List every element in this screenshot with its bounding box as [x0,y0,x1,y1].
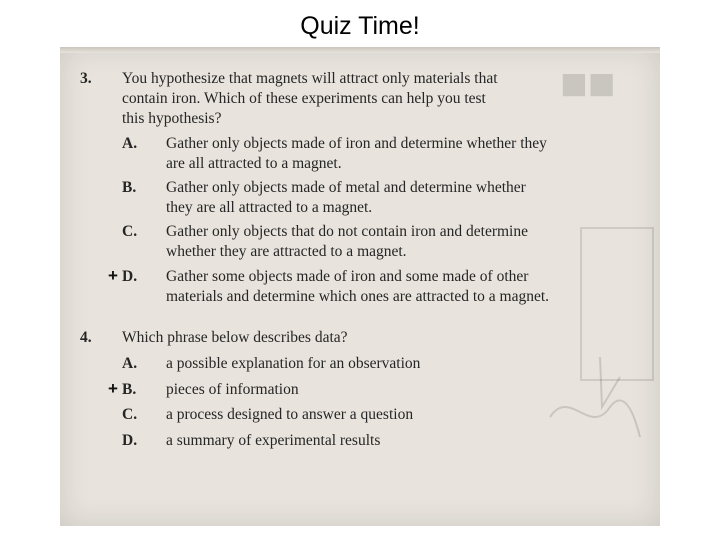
q3-option-d-line-2: materials and determine which ones are attracted to a magnet. [166,288,550,305]
q4-option-b-text: pieces of information [166,381,299,398]
q3-option-c-line-2: whether they are attracted to a magnet. [166,243,407,260]
q3-option-a-line-2: are all attracted to a magnet. [166,155,342,172]
slide-title: Quiz Time! [300,12,420,40]
q3-option-b-line-1: Gather only objects made of metal and determine whether [166,179,526,196]
q4-option-d-letter: D. [122,432,138,449]
q3-option-d-letter: D. [122,268,138,285]
q3-option-a-line-1: Gather only objects made of iron and determine whether they [166,135,547,152]
bleed-through-scribble [530,347,650,467]
question-4-stem: Which phrase below describes data? [122,329,348,346]
q4-option-a-letter: A. [122,355,138,372]
question-3-stem-line-1: You hypothesize that magnets will attract only materials that [122,70,498,87]
answer-mark-q4: + [108,379,118,398]
bleed-through-shape: ■■ [560,58,616,109]
q3-option-b-line-2: they are all attracted to a magnet. [166,199,373,216]
q4-option-a-text: a possible explanation for an observation [166,355,421,372]
q3-option-a-letter: A. [122,135,138,152]
q3-option-d-line-1: Gather some objects made of iron and some made of other [166,268,529,285]
scanned-worksheet [60,47,660,526]
question-3-number: 3. [80,70,92,87]
q4-option-b-letter: B. [122,381,137,398]
q3-option-c-letter: C. [122,223,138,240]
q3-option-c-line-1: Gather only objects that do not contain iron and determine [166,223,528,240]
q4-option-c-letter: C. [122,406,138,423]
q4-option-c-text: a process designed to answer a question [166,406,414,423]
q4-option-d-text: a summary of experimental results [166,432,381,449]
scan-edge [60,47,660,53]
question-3-stem-line-3: this hypothesis? [122,110,222,127]
answer-mark-q3: + [108,266,118,285]
question-4-number: 4. [80,329,92,346]
question-3-stem-line-2: contain iron. Which of these experiments can help you test [122,90,486,107]
q3-option-b-letter: B. [122,179,137,196]
